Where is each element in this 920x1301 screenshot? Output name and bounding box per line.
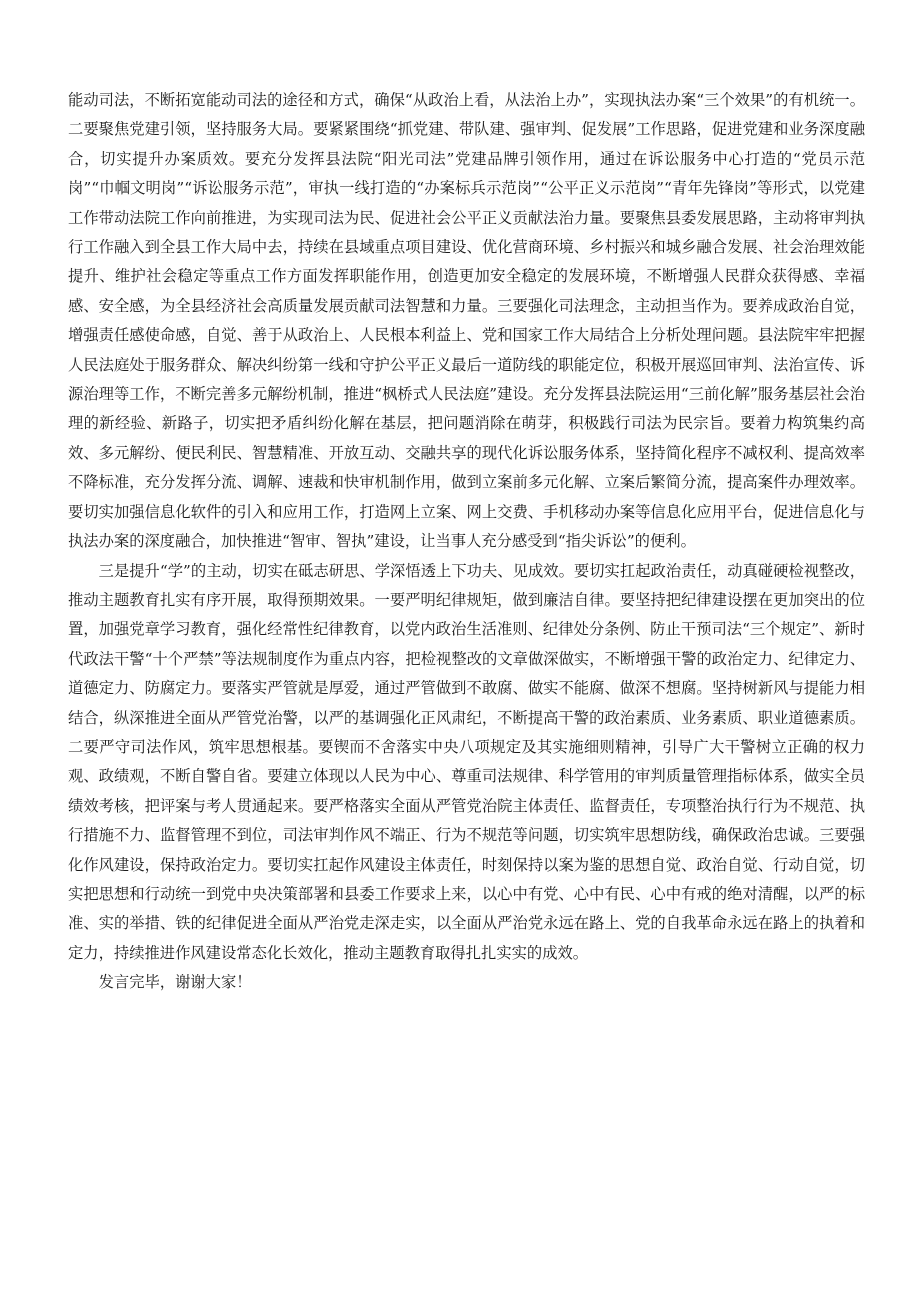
paragraph-closing: 发言完毕，谢谢大家！ bbox=[98, 973, 252, 992]
paragraph-continuation: 能动司法，不断拓宽能动司法的途径和方式，确保“从政治上看，从法治上办”，实现执法办案“三个效果”的有机统一。二要聚焦党建引领，坚持服务大局。要紧紧围绕“抓党建、带队建、强审判、促发展”工作思路，促进党建和业务深度融合，切实提升办案质效。要充分发挥县法院“阳光司法”党建品牌引领作用，通过在诉讼服务中心打造的“党员示范岗”“巾帼文明岗”“诉讼服务示范”，审执一线打造的“办案标兵示范岗”“公平正义示范岗”“青年先锋岗”等形式，以党建工作带动法院工作向前推进，为实现司法为民、促进社会公平正义贡献法治力量。要聚焦县委发展思路，主动将审判执行工作融入到全县工作大局中去，持续在县域重点项目建设、优化营商环境、乡村振兴和城乡融合发展、社会治理效能提升、维护社会稳定等重点工作方面发挥职能作用，创造更加安全稳定的发展环境，不断增强人民群众获得感、幸福感、安全感，为全县经济社会高质量发展贡献司法智慧和力量。三要强化司法理念，主动担当作为。要养成政治自觉，增强责任感使命感，自觉、善于从政治上、人民根本利益上、党和国家工作大局结合上分析处理问题。县法院牢牢把握人民法庭处于服务群众、解决纠纷第一线和守护公平正义最后一道防线的职能定位，积极开展巡回审判、法治宣传、诉源治理等工作，不断完善多元解纷机制，推进“枫桥式人民法庭”建设。充分发挥县法院运用“三前化解”服务基层社会治理的新经验、新路子，切实把矛盾纠纷化解在基层，把问题消除在萌芽，积极践行司法为民宗旨。要着力构筑集约高效、多元解纷、便民利民、智慧精准、开放互动、交融共享的现代化诉讼服务体系，坚持简化程序不减权利、提高效率不降标准，充分发挥分流、调解、速裁和快审机制作用，做到立案前多元化解、立案后繁简分流，提高案件办理效率。要切实加强信息化软件的引入和应用工作，打造网上立案、网上交费、手机移动办案等信息化应用平台，促进信息化与执法办案的深度融合，加快推进“智审、智执”建设，让当事人充分感受到“指尖诉讼”的便利。 bbox=[68, 91, 865, 551]
document-body bbox=[68, 86, 865, 998]
paragraph-section-three: 三是提升“学”的主动，切实在砥志研思、学深悟透上下功夫、见成效。要切实扛起政治责任，动真碰硬检视整改，推动主题教育扎实有序开展，取得预期效果。一要严明纪律规矩，做到廉洁自律。要坚持把纪律建设摆在更加突出的位置，加强党章学习教育，强化经常性纪律教育，以党内政治生活准则、纪律处分条例、防止干预司法“三个规定”、新时代政法干警“十个严禁”等法规制度作为重点内容，把检视整改的文章做深做实，不断增强干警的政治定力、纪律定力、道德定力、防腐定力。要落实严管就是厚爱，通过严管做到不敢腐、做实不能腐、做深不想腐。坚持树新风与提能力相结合，纵深推进全面从严管党治警，以严的基调强化正风肃纪，不断提高干警的政治素质、业务素质、职业道德素质。二要严守司法作风，筑牢思想根基。要锲而不舍落实中央八项规定及其实施细则精神，引导广大干警树立正确的权力观、政绩观，不断自警自省。要建立体现以人民为中心、尊重司法规律、科学管用的审判质量管理指标体系，做实全员绩效考核，把评案与考人贯通起来。要严格落实全面从严管党治院主体责任、监督责任，专项整治执行行为不规范、执行措施不力、监督管理不到位，司法审判作风不端正、行为不规范等问题，切实筑牢思想防线，确保政治忠诚。三要强化作风建设，保持政治定力。要切实扛起作风建设主体责任，时刻保持以案为鉴的思想自觉、政治自觉、行动自觉，切实把思想和行动统一到党中央决策部署和县委工作要求上来，以心中有党、心中有民、心中有戒的绝对清醒，以严的标准、实的举措、铁的纪律促进全面从严治党走深走实，以全面从严治党永远在路上、党的自我革命永远在路上的执着和定力，持续推进作风建设常态化长效化，推动主题教育取得扎扎实实的成效。 bbox=[68, 561, 865, 962]
